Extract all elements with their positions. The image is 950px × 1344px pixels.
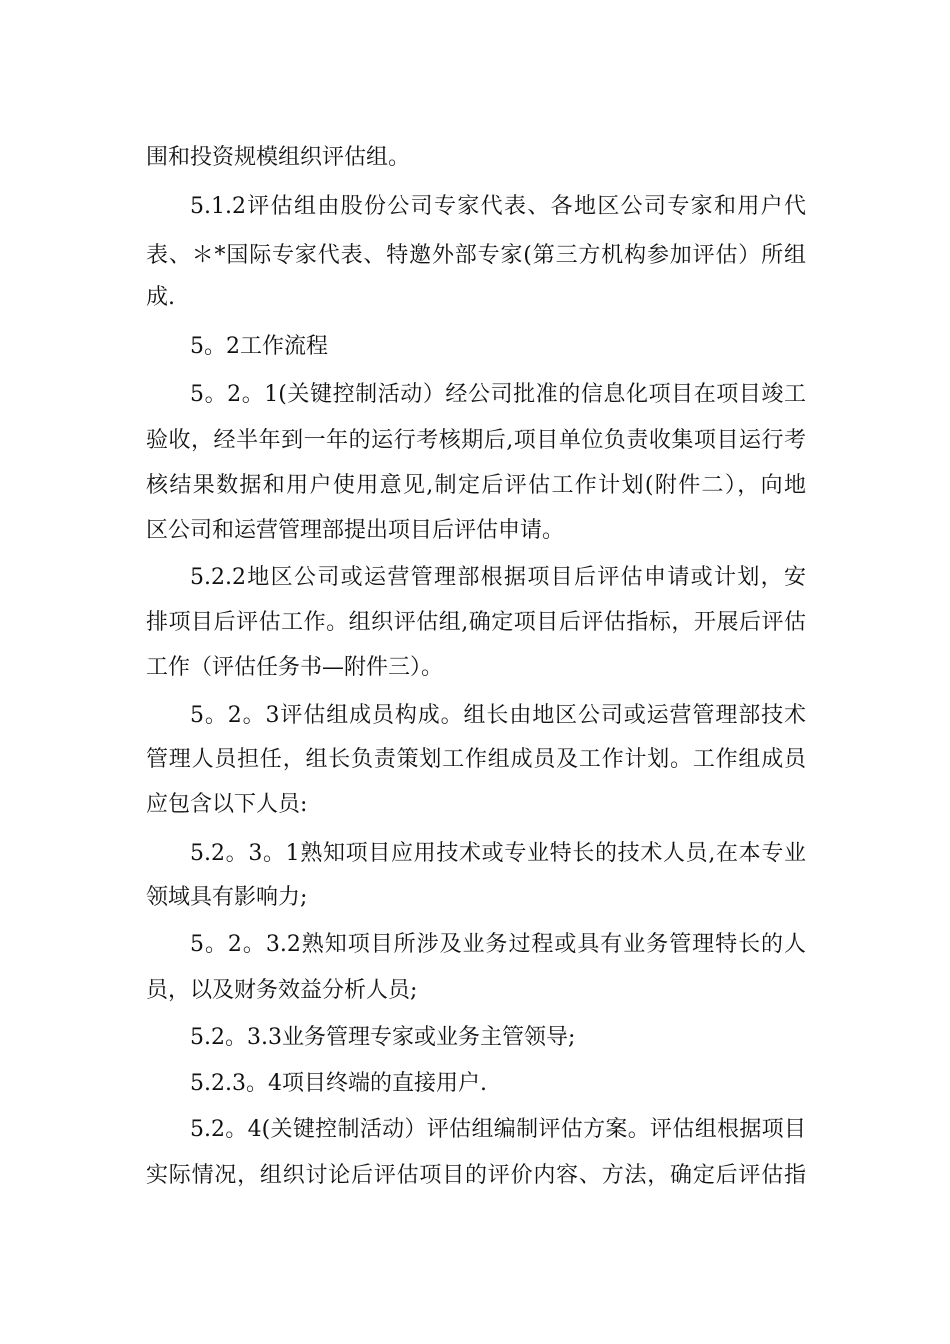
section-heading: 5。2工作流程 <box>190 334 328 359</box>
text-line: 5。2。3评估组成员构成。组长由地区公司或运营管理部技术 <box>190 703 806 728</box>
text-line: 实际情况，组织讨论后评估项目的评价内容、方法，确定后评估指 <box>146 1163 806 1188</box>
text-line: 员，以及财务效益分析人员; <box>146 978 418 1003</box>
text-line: 5.2.3。4项目终端的直接用户. <box>190 1071 487 1096</box>
text-line: 应包含以下人员: <box>146 792 308 817</box>
text-line: 5.2。4(关键控制活动）评估组编制评估方案。评估组根据项目 <box>190 1117 806 1142</box>
text-line: 排项目后评估工作。组织评估组,确定项目后评估指标，开展后评估 <box>146 610 806 635</box>
text-line: 围和投资规模组织评估组。 <box>146 145 411 170</box>
text-line: 5.2。3.3业务管理专家或业务主管领导; <box>190 1025 576 1050</box>
text-line: 5.2.2地区公司或运营管理部根据项目后评估申请或计划，安 <box>190 565 806 590</box>
text-line: 工作（评估任务书—附件三）。 <box>146 655 444 680</box>
text-line: 5.2。3。1熟知项目应用技术或专业特长的技术人员,在本专业 <box>190 841 806 866</box>
text-line: 验收，经半年到一年的运行考核期后,项目单位负责收集项目运行考 <box>146 428 806 453</box>
text-line: 表、＊*国际专家代表、特邀外部专家(第三方机构参加评估）所组 <box>146 243 806 268</box>
text-line: 区公司和运营管理部提出项目后评估申请。 <box>146 518 565 543</box>
text-line: 5。2。3.2熟知项目所涉及业务过程或具有业务管理特长的人 <box>190 932 806 957</box>
text-line: 领域具有影响力; <box>146 885 308 910</box>
text-line: 管理人员担任，组长负责策划工作组成员及工作计划。工作组成员 <box>146 747 806 772</box>
text-line: 5.1.2评估组由股份公司专家代表、各地区公司专家和用户代 <box>190 194 806 219</box>
text-line: 5。2。1(关键控制活动）经公司批准的信息化项目在项目竣工 <box>190 382 806 407</box>
text-line: 成. <box>146 285 175 310</box>
text-line: 核结果数据和用户使用意见,制定后评估工作计划(附件二），向地 <box>146 473 806 498</box>
